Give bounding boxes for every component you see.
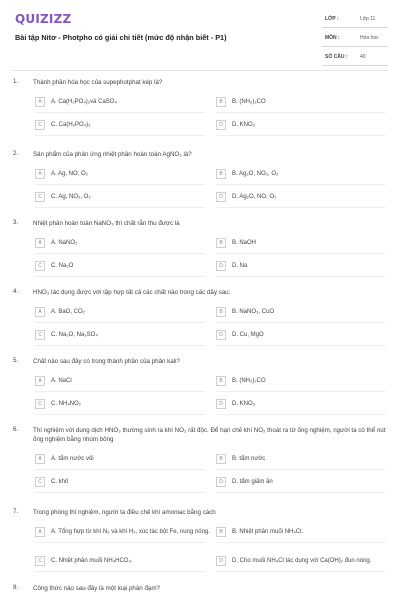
option-letter-box: C [35,330,45,340]
option-letter-box: A [35,238,45,248]
option-letter-box: C [35,261,45,271]
option-underline [35,345,205,346]
option-text: D. Cu, MgO [232,332,264,338]
header-divider [12,70,388,71]
question-number: 6. [13,426,19,433]
option-letter-box: B [216,454,226,464]
option-underline [35,469,205,470]
option-underline [35,322,205,323]
answer-option-a[interactable] [35,526,210,540]
option-underline [35,253,205,254]
option-letter-box: B [216,97,226,107]
option-text: A. BaO, CO₂ [51,309,86,315]
meta-row-count [322,47,388,66]
option-letter-box: D [216,330,226,340]
answer-option-c[interactable] [35,119,205,133]
option-underline [216,184,386,185]
meta-label: LỚP : [325,16,339,22]
answer-option-a[interactable] [35,375,205,389]
option-underline [216,391,386,392]
meta-row-grade [322,9,388,28]
option-text: A. Tổng hợp từ khí N₂ và khí H₂, xúc tác bột Fe, nung nóng. [51,529,210,535]
option-underline [35,207,205,208]
option-underline [216,207,386,208]
option-letter-box: D [216,399,226,409]
answer-option-b[interactable] [216,375,386,389]
answer-option-c[interactable] [35,329,205,343]
option-text: C. Na₂O [51,263,74,269]
meta-label: MÔN : [325,35,340,41]
option-text: C. Ag, NO₂, O₂ [51,194,91,200]
question-text: Sản phẩm của phản ứng nhiệt phân hoàn toàn AgNO₃ là? [33,151,192,158]
answer-option-c[interactable] [35,191,205,205]
option-text: C. khô [51,479,69,485]
answer-option-d[interactable] [216,260,386,274]
answer-option-d[interactable] [216,191,386,205]
answer-option-b[interactable] [216,453,386,467]
option-text: A. Ag, NO, O₂ [51,171,89,177]
question-text: Thí nghiệm với dung dịch HNO₃ thường sinh ra khí NO₂ rất độc. Để hạn chế khí NO₂ thoát ra từ ống nghiệm, người ta có thể nút ống nghiệm bằng nhúm bông [33,427,386,443]
answer-option-b[interactable] [216,237,386,251]
option-text: D. KNO₃ [232,122,256,128]
option-text: A. tẩm nước vôi [51,456,94,462]
option-underline [216,542,386,543]
meta-value: 40 [360,54,366,60]
option-underline [35,112,205,113]
option-letter-box: B [216,307,226,317]
option-text: B. tẩm nước [232,456,266,462]
meta-row-subject [322,28,388,47]
answer-option-d[interactable] [216,555,386,569]
answer-option-c[interactable] [35,555,205,569]
option-text: C. Nhiệt phân muối NH₄HCO₃. [51,558,133,564]
answer-option-a[interactable] [35,96,205,110]
option-text: C. Ca(H₂PO₄)₂ [51,122,91,128]
question-text: Chất nào sau đây có trong thành phần của phân kali? [33,358,180,365]
option-letter-box: B [216,169,226,179]
option-letter-box: D [216,261,226,271]
answer-option-c[interactable] [35,260,205,274]
question-number: 8. [13,584,19,591]
option-underline [216,253,386,254]
option-underline [216,492,386,493]
option-letter-box: D [216,556,226,566]
option-letter-box: A [35,307,45,317]
answer-option-b[interactable] [216,526,386,540]
option-letter-box: A [35,169,45,179]
option-underline [216,112,386,113]
option-letter-box: D [216,192,226,202]
option-text: C. Na₂O, Na₂SO₄ [51,332,98,338]
answer-option-b[interactable] [216,168,386,182]
option-underline [35,571,205,572]
option-text: D. KNO₃ [232,401,256,407]
header [0,0,400,84]
question-number: 1. [13,78,19,85]
option-underline [216,345,386,346]
option-letter-box: C [35,477,45,487]
option-underline [35,391,205,392]
option-underline [35,276,205,277]
option-underline [35,492,205,493]
question-text: Nhiệt phân hoàn toàn NaNO₃ thì chất rắn thu được là [33,220,180,227]
answer-option-d[interactable] [216,476,386,490]
answer-option-d[interactable] [216,398,386,412]
question-number: 3. [13,219,19,226]
page-title: Bài tập Nitơ - Photpho có giải chi tiết (mức độ nhận biết - P1) [15,33,227,42]
quizizz-logo: QUIZIZZ [15,12,72,26]
option-letter-box: D [216,477,226,487]
option-text: A. Ca(H₂PO₄)₂và CaSO₄ [51,99,117,105]
option-text: D. Cho muối NH₄Cl tác dụng với Ca(OH)₂ đun nóng. [232,558,372,564]
answer-option-a[interactable] [35,168,205,182]
option-underline [216,414,386,415]
option-text: B. (NH₂)₂CO [232,378,266,384]
question-number: 5. [13,357,19,364]
answer-option-c[interactable] [35,398,205,412]
option-text: B. NaNO₃, CuO [232,309,275,315]
option-text: A. NaCl [51,378,72,384]
question-number: 2. [13,150,19,157]
option-underline [35,414,205,415]
option-letter-box: D [216,120,226,130]
answer-option-b[interactable] [216,96,386,110]
answer-option-d[interactable] [216,329,386,343]
answer-option-d[interactable] [216,119,386,133]
option-letter-box: C [35,192,45,202]
option-underline [216,135,386,136]
question-text: Thành phần hóa học của supephotphat kép là? [33,79,163,86]
option-letter-box: A [35,376,45,386]
answer-option-c[interactable] [35,476,205,490]
answer-option-a[interactable] [35,453,205,467]
option-letter-box: B [216,527,226,537]
question-number: 4. [13,288,19,295]
option-underline [216,276,386,277]
option-text: B. Ag₂O, NO₂, O₂ [232,171,279,177]
question-text: HNO₃ tác dụng được với tập hợp tất cả các chất nào trong các dãy sau: [33,289,231,296]
option-letter-box: B [216,238,226,248]
option-underline [35,542,205,543]
meta-value: Hóa học [360,35,379,41]
option-underline [35,135,205,136]
option-letter-box: A [35,454,45,464]
option-letter-box: A [35,97,45,107]
option-text: A. NaNO₂ [51,240,78,246]
option-text: B. (NH₂)₂CO [232,99,266,105]
option-text: C. NH₄NO₂ [51,401,82,407]
meta-label: SỐ CÂU : [325,54,348,60]
option-text: D. Na [232,263,248,269]
option-text: B. NaOH [232,240,257,246]
meta-table [322,9,388,66]
option-text: B. Nhiệt phân muối NH₄Cl. [232,529,304,535]
option-text: D. tẩm giấm ăn [232,479,273,485]
option-underline [216,322,386,323]
option-text: D. Ag₂O, NO, O₂ [232,194,277,200]
question-text: Công thức nào sau đây là một loại phân đạm? [33,585,160,592]
option-underline [35,184,205,185]
answer-option-a[interactable] [35,237,205,251]
option-letter-box: C [35,120,45,130]
option-letter-box: B [216,376,226,386]
answer-option-b[interactable] [216,306,386,320]
meta-value: Lớp 11 [360,16,376,22]
option-letter-box: A [35,527,45,537]
option-underline [216,469,386,470]
answer-option-a[interactable] [35,306,205,320]
question-text: Trong phòng thí nghiệm, người ta điều chế khí amoniac bằng cách [33,509,216,516]
question-number: 7. [13,508,19,515]
option-underline [216,571,386,572]
option-letter-box: C [35,399,45,409]
option-letter-box: C [35,556,45,566]
